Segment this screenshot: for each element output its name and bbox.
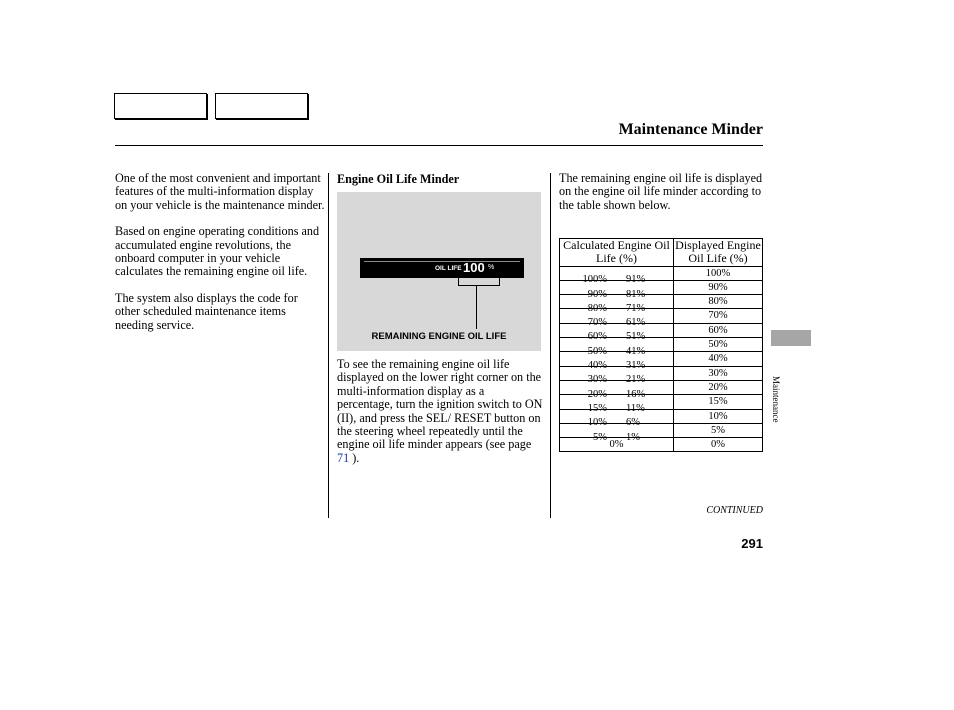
calculated-to: 71% xyxy=(626,302,646,314)
calculated-range-cell xyxy=(560,266,674,286)
calculated-to: 1% xyxy=(626,431,640,443)
page-title: Maintenance Minder xyxy=(618,121,763,138)
intro-paragraph-1: One of the most convenient and important features of the multi-information display on your vehicle is the maintenance minder. xyxy=(115,171,325,212)
calculated-range-cell xyxy=(560,352,674,372)
table-row xyxy=(560,380,763,394)
calculated-from: 50% xyxy=(587,345,607,357)
column-divider-left xyxy=(328,173,329,518)
calculated-to: 21% xyxy=(626,374,646,386)
calculated-range-cell xyxy=(560,438,674,452)
table-intro-paragraph: The remaining engine oil life is displayed on the engine oil life minder according to the table shown below. xyxy=(559,171,763,212)
header-calculated: Calculated Engine Oil Life (%) xyxy=(560,239,674,267)
table-header-row xyxy=(560,239,763,267)
calculated-from: 100% xyxy=(582,274,607,286)
oil-life-table xyxy=(559,238,763,452)
displayed-value-cell: 5% xyxy=(674,423,763,437)
calculated-from: 30% xyxy=(587,374,607,386)
calculated-to: 31% xyxy=(626,360,646,372)
calculated-to: 41% xyxy=(626,345,646,357)
nav-button-table-of-contents[interactable] xyxy=(215,93,308,119)
title-rule xyxy=(115,145,763,146)
page-number: 291 xyxy=(741,536,763,551)
displayed-value-cell: 50% xyxy=(674,338,763,352)
calculated-range-cell xyxy=(560,366,674,386)
page-reference-link[interactable]: 71 xyxy=(337,450,350,465)
calculated-range-cell xyxy=(560,395,674,414)
calculated-range-cell xyxy=(560,409,674,429)
calculated-range-cell xyxy=(560,323,674,343)
figure-caption: REMAINING ENGINE OIL LIFE xyxy=(371,331,507,342)
displayed-value-cell: 40% xyxy=(674,352,763,366)
intro-paragraph-3: The system also displays the code for other scheduled maintenance items needing service. xyxy=(115,290,298,332)
section-heading: Engine Oil Life Minder xyxy=(337,172,460,186)
calculated-from: 40% xyxy=(587,360,607,372)
display-divider-line xyxy=(364,261,520,262)
table-row xyxy=(560,423,763,437)
calculated-from: 60% xyxy=(587,331,607,343)
calculated-to: 81% xyxy=(626,288,646,300)
section-tab-label: Maintenance xyxy=(771,376,781,423)
table-row xyxy=(560,409,763,423)
table-row xyxy=(560,295,763,309)
display-oil-life-label: OIL LIFE xyxy=(435,265,462,272)
displayed-value-cell: 30% xyxy=(674,366,763,380)
table-row xyxy=(560,309,763,323)
callout-line xyxy=(476,285,477,329)
table-row xyxy=(560,266,763,280)
calculated-to: 6% xyxy=(626,417,640,429)
table-row xyxy=(560,438,763,452)
section-tab[interactable] xyxy=(771,330,811,346)
calculated-range-cell xyxy=(560,338,674,357)
instructions-text: To see the remaining engine oil life displayed on the lower right corner on the multi-information display as a percentage, turn the ignition switch to ON (II), and press the SEL/ RESET button on the steering wheel repeatedly until the engine oil life minder appears (see page xyxy=(337,357,543,452)
nav-button-main-menu[interactable] xyxy=(114,93,207,119)
calculated-from: 70% xyxy=(587,317,607,329)
displayed-value-cell: 100% xyxy=(674,266,763,280)
column-divider-right xyxy=(550,173,551,518)
displayed-value-cell: 70% xyxy=(674,309,763,323)
display-oil-life-value: 100 xyxy=(463,260,485,275)
calculated-value: 0% xyxy=(609,439,624,451)
calculated-from: 15% xyxy=(587,402,607,414)
calculated-from: 90% xyxy=(587,288,607,300)
calculated-to: 91% xyxy=(626,274,646,286)
table-row xyxy=(560,323,763,337)
column-intro xyxy=(115,172,325,345)
instructions-text-end: ). xyxy=(349,450,360,465)
calculated-range-cell xyxy=(560,309,674,329)
header-displayed: Displayed Engine Oil Life (%) xyxy=(675,238,761,266)
table-row xyxy=(560,395,763,409)
intro-paragraph-2: Based on engine operating conditions and accumulated engine revolutions, the onboard computer in your vehicle calculates the remaining engine oil life. xyxy=(115,224,320,279)
calculated-from: 10% xyxy=(587,417,607,429)
multi-information-display xyxy=(360,258,524,278)
calculated-range-cell xyxy=(560,280,674,300)
displayed-value-cell: 80% xyxy=(674,295,763,309)
displayed-value-cell: 0% xyxy=(674,438,763,452)
displayed-value-cell: 15% xyxy=(674,395,763,409)
callout-bracket xyxy=(458,278,500,286)
display-oil-life-unit: % xyxy=(488,264,495,271)
calculated-to: 51% xyxy=(626,331,646,343)
table-row xyxy=(560,338,763,352)
oil-life-figure xyxy=(337,192,541,351)
calculated-to: 11% xyxy=(626,402,645,414)
calculated-range-cell xyxy=(560,380,674,400)
calculated-from: 80% xyxy=(587,302,607,314)
calculated-from: 20% xyxy=(587,388,607,400)
displayed-value-cell: 90% xyxy=(674,280,763,294)
table-row xyxy=(560,352,763,366)
table-row xyxy=(560,280,763,294)
continued-label: CONTINUED xyxy=(706,505,763,516)
table-row xyxy=(560,366,763,380)
displayed-value-cell: 20% xyxy=(674,380,763,394)
calculated-range-cell xyxy=(560,423,674,443)
calculated-to: 16% xyxy=(626,388,646,400)
calculated-range-cell xyxy=(560,295,674,314)
calculated-to: 61% xyxy=(626,317,646,329)
table-body xyxy=(560,266,763,452)
displayed-value-cell: 10% xyxy=(674,409,763,423)
calculated-from: 5% xyxy=(593,431,607,443)
displayed-value-cell: 60% xyxy=(674,323,763,337)
instructions-paragraph xyxy=(337,358,543,465)
